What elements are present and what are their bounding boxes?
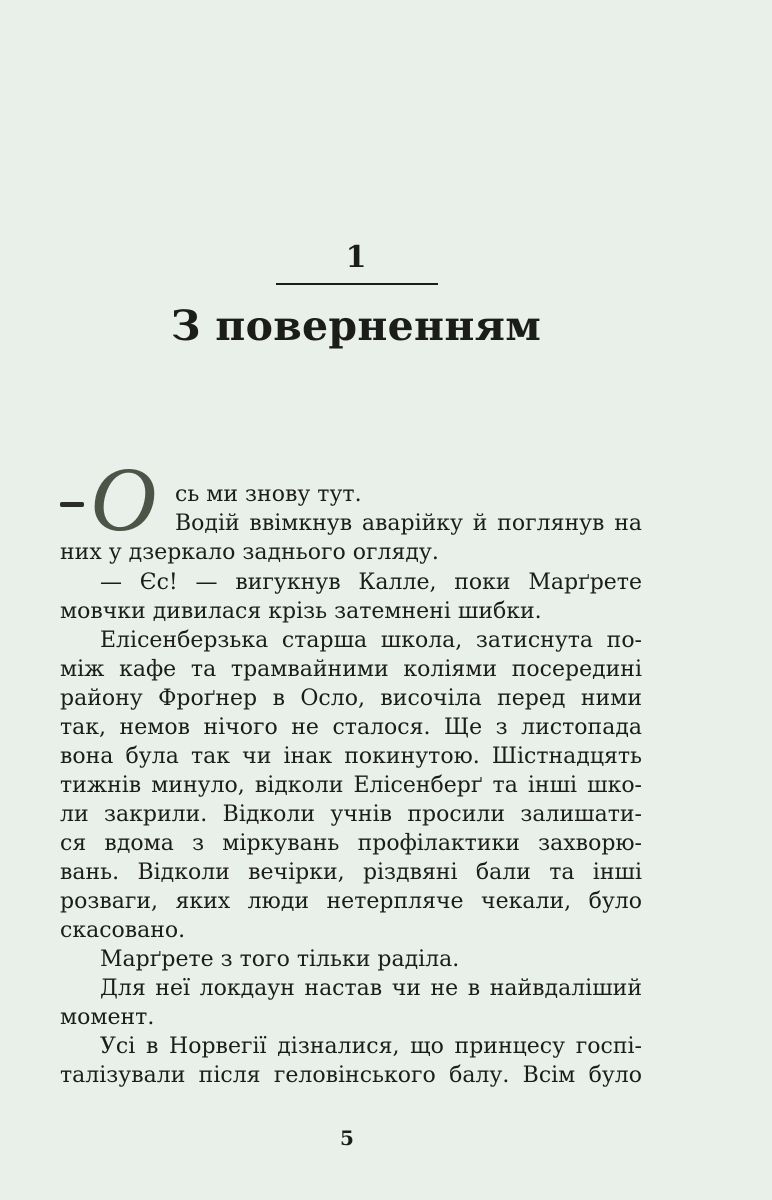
drop-cap-letter: О: [90, 460, 157, 540]
text-line: Усі в Норвегії дізналися, що принцесу госпі-: [100, 1034, 642, 1059]
text-line: талізували після геловінського балу. Всім було: [60, 1063, 642, 1088]
text-line: Для неї локдаун настав чи не в найвдаліший: [100, 976, 642, 1001]
drop-cap: [86, 460, 166, 540]
text-line: Водій ввімкнув аварійку й поглянув на: [175, 511, 642, 536]
text-line: вань. Відколи вечірки, різдвяні бали та інші: [60, 860, 642, 885]
text-line: Марґрете з того тільки раділа.: [100, 947, 460, 972]
text-line: момент.: [60, 1005, 155, 1030]
chapter-divider: [276, 283, 438, 285]
text-line: — Єс! — вигукнув Калле, поки Марґрете: [100, 570, 642, 595]
text-line: скасовано.: [60, 918, 186, 943]
text-line: між кафе та трамвайними коліями посередині: [60, 657, 642, 682]
text-line: них у дзеркало заднього огляду.: [60, 540, 439, 565]
text-line: так, немов нічого не сталося. Ще з листопада: [60, 715, 642, 740]
text-line: мовчки дивилася крізь затемнені шибки.: [60, 599, 542, 624]
page-number: 5: [340, 1126, 354, 1150]
text-line: ли закрили. Відколи учнів просили залишати-: [60, 802, 642, 827]
dialogue-dash: [60, 502, 84, 507]
chapter-title: З поверненням: [170, 302, 542, 350]
text-line: Елісенберзька старша школа, затиснута по-: [100, 628, 642, 653]
text-line: району Фроґнер в Осло, височіла перед ними: [60, 686, 642, 711]
text-line: тижнів минуло, відколи Елісенберґ та інші шко-: [60, 773, 642, 798]
text-line: розваги, яких люди нетерпляче чекали, було: [60, 889, 642, 914]
text-line: ся вдома з міркувань профілактики захворю-: [60, 831, 642, 856]
text-line: сь ми знову тут.: [175, 482, 362, 507]
chapter-number: 1: [345, 240, 367, 275]
text-line: вона була так чи інак покинутою. Шістнадцять: [60, 744, 642, 769]
